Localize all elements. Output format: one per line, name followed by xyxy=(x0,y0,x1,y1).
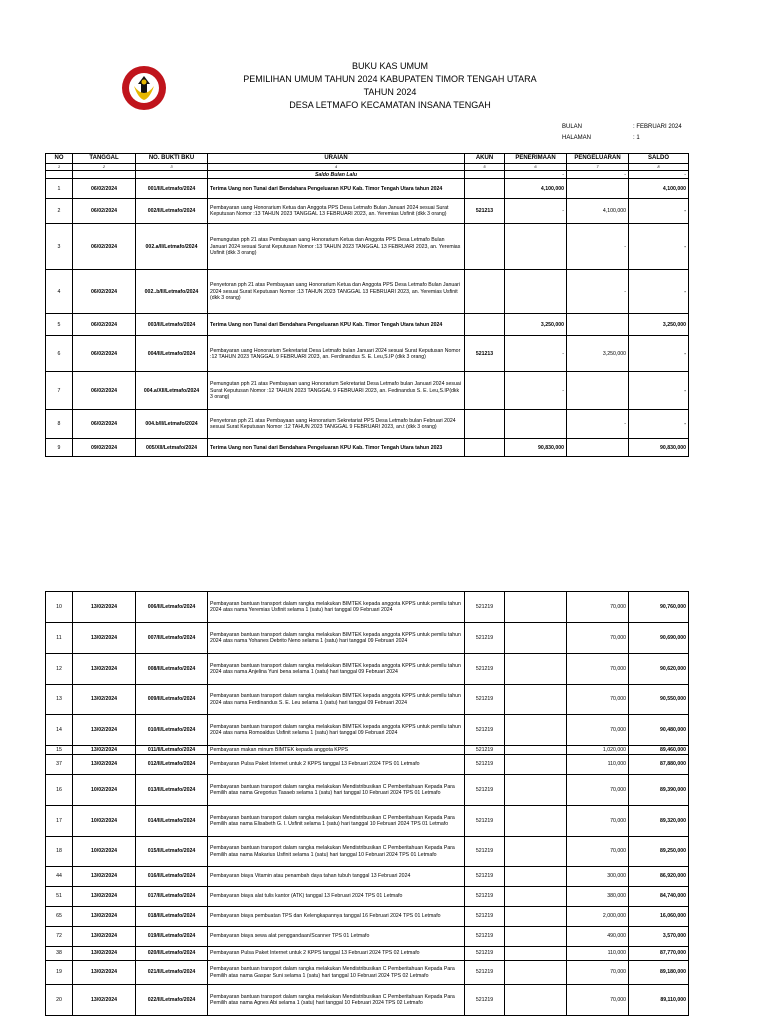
row-receipt-number: 002.a/II/Letmafo/2024 xyxy=(136,224,208,270)
row-expense: - xyxy=(567,270,629,314)
row-receipt-number: 001/II/Letmafo/2024 xyxy=(136,179,208,199)
row-no: 44 xyxy=(46,867,73,887)
row-date: 13/02/2024 xyxy=(73,592,136,623)
row-description: Pemungutan pph 21 atas Pembayaan uang Honorarium Sekretariat Desa Letmafo bulan Januari 2024 sesuai Surat Keputusan Nomor :12 TAHUN 2023 TANGGAL 9 FEBRUARI 2023, an. Fedinandus S. E. Leu,S.IP(dkk 3 orang) xyxy=(208,372,465,410)
row-no: 9 xyxy=(46,439,73,457)
row-account: 521213 xyxy=(465,336,505,372)
row-expense xyxy=(567,179,629,199)
row-date: 13/02/2024 xyxy=(73,887,136,907)
row-balance: 90,620,000 xyxy=(629,654,689,685)
row-no: 65 xyxy=(46,907,73,927)
row-description: Pembayaran bantuan transport dalam rangka melakukan Mendistribusikan C Pemberitahuan Kepada Para Pemilih atas nama Gaspar Suni selama 1 (satu) hari tanggal 10 Februari 2024 TPS 02 Letmafo xyxy=(208,961,465,985)
col-number: 4 xyxy=(208,164,465,171)
row-expense: 110,000 xyxy=(567,755,629,775)
row-account: 521219 xyxy=(465,927,505,947)
row-expense: 70,000 xyxy=(567,715,629,746)
row-date: 10/02/2024 xyxy=(73,837,136,867)
kpu-logo xyxy=(120,64,168,112)
row-receipt: 4,100,000 xyxy=(505,179,567,199)
row-receipt xyxy=(505,715,567,746)
table-row xyxy=(46,775,689,806)
row-date: 06/02/2024 xyxy=(73,224,136,270)
row-expense: 380,000 xyxy=(567,887,629,907)
row-description: Pembayaran biaya pembuatan TPS dan Kelengkapannya tanggal 16 Februari 2024 TPS 01 Letmafo xyxy=(208,907,465,927)
row-date: 10/02/2024 xyxy=(73,775,136,806)
row-description: Terima Uang non Tunai dari Bendahara Pengeluaran KPU Kab. Timor Tengah Utara tahun 2024 xyxy=(208,314,465,336)
table-header-row xyxy=(46,154,689,164)
row-account: 521219 xyxy=(465,961,505,985)
row-receipt: - xyxy=(505,372,567,410)
table-row xyxy=(46,592,689,623)
table-row xyxy=(46,654,689,685)
row-no: 15 xyxy=(46,746,73,755)
row-receipt-number: 003/II/Letmafo/2024 xyxy=(136,314,208,336)
row-no: 2 xyxy=(46,199,73,224)
row-expense: 70,000 xyxy=(567,806,629,837)
row-receipt xyxy=(505,410,567,439)
col-number: 5 xyxy=(465,164,505,171)
meta-labels xyxy=(562,122,591,144)
col-saldo: SALDO xyxy=(629,154,689,164)
row-receipt: 90,830,000 xyxy=(505,439,567,457)
row-receipt xyxy=(505,746,567,755)
row-receipt-number: 010/II/Letmafo/2024 xyxy=(136,715,208,746)
row-balance: - xyxy=(629,410,689,439)
row-balance: 3,250,000 xyxy=(629,314,689,336)
row-date: 13/02/2024 xyxy=(73,685,136,715)
row-balance: 89,180,000 xyxy=(629,961,689,985)
row-receipt xyxy=(505,947,567,961)
row-expense: - xyxy=(567,224,629,270)
row-receipt xyxy=(505,961,567,985)
row-expense: - xyxy=(567,410,629,439)
table-row xyxy=(46,224,689,270)
row-account: 521219 xyxy=(465,654,505,685)
row-receipt xyxy=(505,867,567,887)
row-date: 13/02/2024 xyxy=(73,755,136,775)
row-balance: 89,110,000 xyxy=(629,985,689,1016)
row-account: 521219 xyxy=(465,623,505,654)
row-expense: 490,000 xyxy=(567,927,629,947)
table-row xyxy=(46,439,689,457)
row-no: 20 xyxy=(46,985,73,1016)
row-no: 8 xyxy=(46,410,73,439)
row-receipt xyxy=(505,837,567,867)
row-description: Pembayaran bantuan transport dalam rangka melakukan BIMTEK kepada anggota KPPS untuk pemilu tahun 2024 atas nama Ferdinandus S. E. Leu selama 1 (satu) hari tanggal 09 Februari 2024 xyxy=(208,685,465,715)
row-account xyxy=(465,439,505,457)
row-receipt-number: 019/II/Letmafo/2024 xyxy=(136,927,208,947)
row-date: 13/02/2024 xyxy=(73,985,136,1016)
row-expense: 70,000 xyxy=(567,837,629,867)
row-no: 51 xyxy=(46,887,73,907)
row-receipt xyxy=(505,985,567,1016)
row-balance: - xyxy=(629,270,689,314)
halaman-value: : 1 xyxy=(633,135,640,141)
halaman-label: HALAMAN xyxy=(562,135,592,141)
row-account: 521219 xyxy=(465,887,505,907)
row-date: 09/02/2024 xyxy=(73,439,136,457)
row-date: 06/02/2024 xyxy=(73,199,136,224)
row-no: 37 xyxy=(46,755,73,775)
table-row xyxy=(46,755,689,775)
row-receipt-number: 007/II/Letmafo/2024 xyxy=(136,623,208,654)
col-pengeluaran: PENGELUARAN xyxy=(567,154,629,164)
row-receipt-number: 022/II/Letmafo/2024 xyxy=(136,985,208,1016)
row-receipt-number: 004.b/II/Letmafo/2024 xyxy=(136,410,208,439)
row-expense: 70,000 xyxy=(567,623,629,654)
row-receipt-number: 004/II/Letmafo/2024 xyxy=(136,336,208,372)
row-receipt: - xyxy=(505,199,567,224)
col-uraian: URAIAN xyxy=(208,154,465,164)
row-no: 16 xyxy=(46,775,73,806)
row-balance: 4,100,000 xyxy=(629,179,689,199)
row-expense: 300,000 xyxy=(567,867,629,887)
row-balance: 90,760,000 xyxy=(629,592,689,623)
header-subtitle: PEMILIHAN UMUM TAHUN 2024 KABUPATEN TIMOR TENGAH UTARA xyxy=(243,74,537,84)
row-description: Pembayaran bantuan transport dalam rangka melakukan Mendistribusikan C Pemberitahuan Kepada Para Pemilih atas nama Makarius Usfinit selama 1 (satu) hari tanggal 10 Februari 2024 TPS 01 Letmafo xyxy=(208,837,465,867)
header-year: TAHUN 2024 xyxy=(363,87,417,97)
col-number: 1 xyxy=(46,164,73,171)
row-date: 13/02/2024 xyxy=(73,927,136,947)
document-header xyxy=(200,60,580,112)
row-no: 7 xyxy=(46,372,73,410)
row-date: 13/02/2024 xyxy=(73,947,136,961)
row-account: 521219 xyxy=(465,947,505,961)
table-row xyxy=(46,837,689,867)
row-receipt xyxy=(505,270,567,314)
row-receipt xyxy=(505,592,567,623)
row-receipt-number: 009/II/Letmafo/2024 xyxy=(136,685,208,715)
row-no: 3 xyxy=(46,224,73,270)
row-account: 521219 xyxy=(465,837,505,867)
row-description: Pembayaran biaya Vitamin atau penambah daya tahan tubuh tanggal 13 Februari 2024 xyxy=(208,867,465,887)
col-number: 7 xyxy=(567,164,629,171)
table-row xyxy=(46,715,689,746)
ledger-table-page-2 xyxy=(45,591,689,1016)
row-receipt xyxy=(505,623,567,654)
row-account: 521219 xyxy=(465,685,505,715)
row-balance: 3,570,000 xyxy=(629,927,689,947)
col-akun: AKUN xyxy=(465,154,505,164)
row-description: Pembayaran bantuan transport dalam rangka melakukan BIMTEK kepada anggota KPPS untuk pemilu tahun 2024 atas nama Yohanes Debrito Neno selama 1 (satu) hari tanggal 09 Februari 2024 xyxy=(208,623,465,654)
col-bukti: NO. BUKTI BKU xyxy=(136,154,208,164)
table-row xyxy=(46,806,689,837)
saldo-value: - xyxy=(629,171,689,179)
row-no: 38 xyxy=(46,947,73,961)
column-number-row xyxy=(46,164,689,171)
table-row xyxy=(46,887,689,907)
row-description: Penyetoran pph 21 atas Pembayaan uang Honorarium Sekretariat PPS Desa Letmafo bulan Februari 2024 sesuai Surat Keputusan Nomor :12 TAHUN 2023 TANGGAL 9 FEBRUARI 2023, an.t (dkk 3 orang) xyxy=(208,410,465,439)
row-account: 521213 xyxy=(465,199,505,224)
ledger-table-page-1 xyxy=(45,153,689,457)
bulan-label: BULAN xyxy=(562,124,583,130)
row-receipt-number: 015/II/Letmafo/2024 xyxy=(136,837,208,867)
row-balance: 90,480,000 xyxy=(629,715,689,746)
row-balance: 90,830,000 xyxy=(629,439,689,457)
col-penerimaan: PENERIMAAN xyxy=(505,154,567,164)
row-date: 13/02/2024 xyxy=(73,867,136,887)
row-account: 521219 xyxy=(465,806,505,837)
header-village: DESA LETMAFO KECAMATAN INSANA TENGAH xyxy=(289,100,491,110)
row-receipt xyxy=(505,685,567,715)
row-no: 17 xyxy=(46,806,73,837)
table-row xyxy=(46,927,689,947)
row-no: 72 xyxy=(46,927,73,947)
row-date: 06/02/2024 xyxy=(73,372,136,410)
table-row xyxy=(46,270,689,314)
row-balance: 87,880,000 xyxy=(629,755,689,775)
row-expense xyxy=(567,439,629,457)
row-no: 4 xyxy=(46,270,73,314)
row-description: Pembayaran biaya sewa alat penggandaan/Scanner TPS 01 Letmafo xyxy=(208,927,465,947)
row-expense: 110,000 xyxy=(567,947,629,961)
row-receipt-number: 011/II/Letmafo/2024 xyxy=(136,746,208,755)
row-receipt xyxy=(505,224,567,270)
row-receipt-number: 014/II/Letmafo/2024 xyxy=(136,806,208,837)
table-row xyxy=(46,685,689,715)
row-account xyxy=(465,270,505,314)
row-balance: 89,320,000 xyxy=(629,806,689,837)
col-number: 2 xyxy=(73,164,136,171)
row-description: Pembayaran uang Honorarium Sekretariat Desa Letmafo bulan Januari 2024 sesuai Surat Keputusan Nomor :12 TAHUN 2023 TANGGAL 9 FEBRUARI 2023, an. Ferdinandus S. E. Leu,S.IP (dkk 3 orang) xyxy=(208,336,465,372)
row-date: 10/02/2024 xyxy=(73,806,136,837)
row-receipt: - xyxy=(505,336,567,372)
row-date: 13/02/2024 xyxy=(73,961,136,985)
row-balance: - xyxy=(629,336,689,372)
table-row xyxy=(46,179,689,199)
row-date: 13/02/2024 xyxy=(73,715,136,746)
row-description: Pembayaran Pulsa Paket Internet untuk 2 KPPS tanggal 13 Februari 2024 TPS 01 Letmafo xyxy=(208,755,465,775)
row-no: 19 xyxy=(46,961,73,985)
row-expense: 2,000,000 xyxy=(567,907,629,927)
row-account xyxy=(465,410,505,439)
row-account: 521219 xyxy=(465,775,505,806)
row-receipt-number: 021/II/Letmafo/2024 xyxy=(136,961,208,985)
row-description: Pembayaran makan minum BIMTEK kepada anggota KPPS xyxy=(208,746,465,755)
row-receipt-number: 002..b/II/Letmafo/2024 xyxy=(136,270,208,314)
row-receipt xyxy=(505,907,567,927)
row-no: 10 xyxy=(46,592,73,623)
ledger-body-page-1 xyxy=(46,179,689,457)
row-expense: 3,250,000 xyxy=(567,336,629,372)
row-no: 18 xyxy=(46,837,73,867)
row-date: 06/02/2024 xyxy=(73,270,136,314)
row-balance: 16,060,000 xyxy=(629,907,689,927)
row-description: Penyetoran pph 21 atas Pembayaan uang Honorarium Ketua dan Anggota PPS Desa Letmafo Bulan Januari 2024 sesuai Surat Keputusan Nomor :13 TAHUN 2023 TANGGAL 13 FEBRUARI 2023, an. Yeremias Usfinit (dkk 3 orang) xyxy=(208,270,465,314)
saldo-pengeluaran: - xyxy=(567,171,629,179)
header-title: BUKU KAS UMUM xyxy=(351,61,428,71)
row-expense: 70,000 xyxy=(567,961,629,985)
row-description: Pembayaran bantuan transport dalam rangka melakukan BIMTEK kepada anggota KPPS untuk pemilu tahun 2024 atas nama Romoaldus Usfinit selama 1 (satu) hari tanggal 09 Februari 2024 xyxy=(208,715,465,746)
row-receipt-number: 008/II/Letmafo/2024 xyxy=(136,654,208,685)
row-date: 13/02/2024 xyxy=(73,746,136,755)
row-receipt: 3,250,000 xyxy=(505,314,567,336)
row-description: Pembayaran bantuan transport dalam rangka melakukan BIMTEK kepada anggota KPPS untuk pemilu tahun 2024 atas nama Yeremias Usfinit selama 1 (satu) hari tanggal 09 Februari 2024 xyxy=(208,592,465,623)
row-account xyxy=(465,179,505,199)
row-receipt-number: 016/II/Letmafo/2024 xyxy=(136,867,208,887)
row-receipt xyxy=(505,755,567,775)
row-balance: 87,770,000 xyxy=(629,947,689,961)
table-row xyxy=(46,199,689,224)
row-receipt xyxy=(505,927,567,947)
row-description: Terima Uang non Tunai dari Bendahara Pengeluaran KPU Kab. Timor Tengah Utara tahun 2024 xyxy=(208,179,465,199)
row-receipt-number: 013/II/Letmafo/2024 xyxy=(136,775,208,806)
table-row xyxy=(46,314,689,336)
table-row xyxy=(46,947,689,961)
row-account xyxy=(465,314,505,336)
col-number: 3 xyxy=(136,164,208,171)
row-balance: - xyxy=(629,372,689,410)
row-no: 1 xyxy=(46,179,73,199)
row-date: 06/02/2024 xyxy=(73,336,136,372)
row-no: 12 xyxy=(46,654,73,685)
row-date: 13/02/2024 xyxy=(73,654,136,685)
row-balance: - xyxy=(629,199,689,224)
table-row xyxy=(46,867,689,887)
bulan-value: : FEBRUARI 2024 xyxy=(633,124,682,130)
row-account: 521219 xyxy=(465,755,505,775)
col-number: 8 xyxy=(629,164,689,171)
row-account: 521219 xyxy=(465,592,505,623)
row-account: 521219 xyxy=(465,715,505,746)
row-expense: 4,100,000 xyxy=(567,199,629,224)
meta-values xyxy=(633,122,682,144)
row-receipt-number: 012/II/Letmafo/2024 xyxy=(136,755,208,775)
row-receipt xyxy=(505,775,567,806)
row-receipt-number: 004.a/XII/Letmafo/2024 xyxy=(136,372,208,410)
row-date: 13/02/2024 xyxy=(73,623,136,654)
row-description: Pemungutan pph 21 atas Pembayaan uang Honorarium Ketua dan Anggota PPS Desa Letmafo Bulan Januari 2024 sesuai Surat Keputusan Nomor :13 TAHUN 2023 TANGGAL 13 FEBRUARI 2023, an. Yeremias Usfinit (dkk 3 orang) xyxy=(208,224,465,270)
row-no: 13 xyxy=(46,685,73,715)
row-account: 521219 xyxy=(465,746,505,755)
row-balance: 90,690,000 xyxy=(629,623,689,654)
row-description: Pembayaran bantuan transport dalam rangka melakukan Mendistribusikan C Pemberitahuan Kepada Para Pemilih atas nama Agnes Abi selama 1 (satu) hari tanggal 10 Februari 2024 TPS 02 Letmafo xyxy=(208,985,465,1016)
saldo-bulan-lalu-row xyxy=(46,171,689,179)
row-balance: 84,740,000 xyxy=(629,887,689,907)
table-row xyxy=(46,372,689,410)
row-expense: 70,000 xyxy=(567,685,629,715)
table-row xyxy=(46,746,689,755)
row-description: Terima Uang non Tunai dari Bendahara Pengeluaran KPU Kab. Timor Tengah Utara tahun 2023 xyxy=(208,439,465,457)
row-account: 521219 xyxy=(465,985,505,1016)
row-description: Pembayaran bantuan transport dalam rangka melakukan Mendistribusikan C Pemberitahuan Kepada Para Pemilih atas nama Elisabeth G. I. Usfinit selama 1 (satu) hari tanggal 10 Februari 2024 TPS 01 Letmafo xyxy=(208,806,465,837)
row-account xyxy=(465,224,505,270)
row-balance: 89,250,000 xyxy=(629,837,689,867)
row-balance: - xyxy=(629,224,689,270)
row-receipt-number: 018/II/Letmafo/2024 xyxy=(136,907,208,927)
row-account xyxy=(465,372,505,410)
row-expense xyxy=(567,314,629,336)
row-account: 521219 xyxy=(465,907,505,927)
row-expense xyxy=(567,372,629,410)
saldo-bulan-lalu-label: Saldo Bulan Lalu xyxy=(208,171,465,179)
row-description: Pembayaran biaya alat tulis kantor (ATK) tanggal 13 Februari 2024 TPS 01 Letmafo xyxy=(208,887,465,907)
row-receipt xyxy=(505,806,567,837)
row-receipt-number: 020/II/Letmafo/2024 xyxy=(136,947,208,961)
table-row xyxy=(46,410,689,439)
table-row xyxy=(46,961,689,985)
row-description: Pembayaran Pulsa Paket Internet untuk 2 KPPS tanggal 13 Februari 2024 TPS 02 Letmafo xyxy=(208,947,465,961)
row-account: 521219 xyxy=(465,867,505,887)
row-balance: 89,390,000 xyxy=(629,775,689,806)
row-expense: 70,000 xyxy=(567,592,629,623)
col-number: 6 xyxy=(505,164,567,171)
row-date: 13/02/2024 xyxy=(73,907,136,927)
row-receipt-number: 006/II/Letmafo/2024 xyxy=(136,592,208,623)
row-description: Pembayaran bantuan transport dalam rangka melakukan BIMTEK kepada anggota KPPS untuk pemilu tahun 2024 atas nama Anjelina Yuni bena selama 1 (satu) hari tanggal 09 Februari 2024 xyxy=(208,654,465,685)
row-no: 6 xyxy=(46,336,73,372)
row-expense: 1,020,000 xyxy=(567,746,629,755)
row-date: 06/02/2024 xyxy=(73,410,136,439)
col-no: NO xyxy=(46,154,73,164)
row-description: Pembayaran uang Honorarium Ketua dan Anggota PPS Desa Letmafo Bulan Januari 2024 sesuai Surat Keputusan Nomor :13 TAHUN 2023 TANGGAL 13 FEBRUARI 2023, an. Yeremias Usfinit (dkk 3 orang) xyxy=(208,199,465,224)
row-date: 06/02/2024 xyxy=(73,179,136,199)
row-receipt-number: 005/XII/Letmafo/2024 xyxy=(136,439,208,457)
row-date: 06/02/2024 xyxy=(73,314,136,336)
saldo-penerimaan: - xyxy=(505,171,567,179)
row-balance: 90,550,000 xyxy=(629,685,689,715)
row-expense: 70,000 xyxy=(567,654,629,685)
row-receipt xyxy=(505,887,567,907)
table-row xyxy=(46,623,689,654)
row-balance: 89,460,000 xyxy=(629,746,689,755)
table-row xyxy=(46,907,689,927)
row-receipt-number: 002/II/Letmafo/2024 xyxy=(136,199,208,224)
row-expense: 70,000 xyxy=(567,985,629,1016)
row-receipt xyxy=(505,654,567,685)
ledger-body-page-2 xyxy=(46,592,689,1016)
col-tanggal: TANGGAL xyxy=(73,154,136,164)
row-description: Pembayaran bantuan transport dalam rangka melakukan Mendistribusikan C Pemberitahuan Kepada Para Pemilih atas nama Gregorius Tasaeb selama 1 (satu) hari tanggal 10 Februari 2024 TPS 01 Letmafo xyxy=(208,775,465,806)
row-expense: 70,000 xyxy=(567,775,629,806)
table-row xyxy=(46,336,689,372)
row-no: 5 xyxy=(46,314,73,336)
row-no: 11 xyxy=(46,623,73,654)
row-no: 14 xyxy=(46,715,73,746)
row-receipt-number: 017/II/Letmafo/2024 xyxy=(136,887,208,907)
row-balance: 86,920,000 xyxy=(629,867,689,887)
table-row xyxy=(46,985,689,1016)
